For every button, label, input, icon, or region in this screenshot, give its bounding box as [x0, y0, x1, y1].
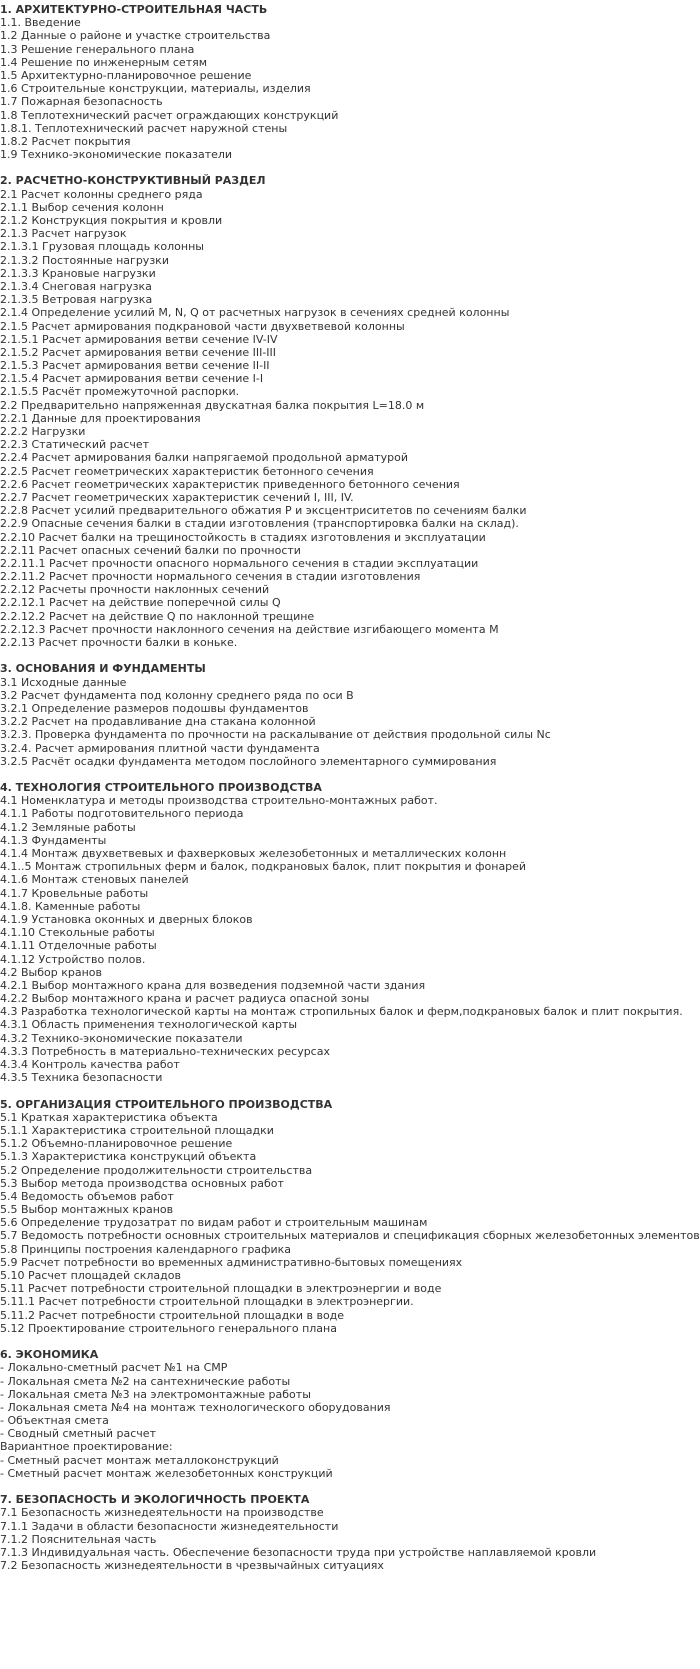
toc-section — [0, 1348, 700, 1480]
toc-item: 3.2 Расчет фундамента под колонну среднего ряда по оси В — [0, 688, 354, 702]
toc-item: 2.1.5.1 Расчет армирования ветви сечение IV-IV — [0, 332, 278, 346]
toc-item: 5.3 Выбор метода производства основных работ — [0, 1176, 284, 1190]
toc-item: 3.2.5 Расчёт осадки фундамента методом послойного элементарного суммирования — [0, 754, 497, 768]
toc-item: 4.3.2 Технико-экономические показатели — [0, 1031, 243, 1045]
toc-item: 4.1 Номенклатура и методы производства строительно-монтажных работ. — [0, 794, 438, 808]
toc-item: 2.1.5.2 Расчет армирования ветви сечение III-III — [0, 345, 277, 359]
toc-section — [0, 174, 700, 649]
toc-item: 2.2.3 Статический расчет — [0, 438, 150, 452]
toc-item: 2.2.6 Расчет геометрических характеристик приведенного бетонного сечения — [0, 477, 460, 491]
toc-item: 2.2.11.1 Расчет прочности опасного нормального сечения в стадии эксплуатации — [0, 556, 479, 570]
toc-item: 5.8 Принципы построения календарного графика — [0, 1242, 291, 1256]
toc-item: 1.2 Данные о районе и участке строительства — [0, 29, 271, 43]
toc-item: 4.1.3 Фундаменты — [0, 833, 107, 847]
toc-section — [0, 662, 700, 768]
toc-item: 2.1.3.4 Снеговая нагрузка — [0, 279, 152, 293]
toc-item: 5.4 Ведомость объемов работ — [0, 1189, 174, 1203]
toc-item: 2.2.12.3 Расчет прочности наклонного сечения на действие изгибающего момента M — [0, 622, 499, 636]
toc-item: 4.1.4 Монтаж двухветвевых и фахверковых железобетонных и металлических колонн — [0, 847, 507, 860]
toc-item: 4.3 Разработка технологической карты на монтаж стропильных балок и ферм,подкрановых балок и плит покрытия. — [0, 1005, 683, 1019]
toc-item: - Локально-сметный расчет №1 на СМР — [0, 1361, 228, 1375]
section-title: 5. ОРГАНИЗАЦИЯ СТРОИТЕЛЬНОГО ПРОИЗВОДСТВА — [0, 1097, 333, 1111]
toc-item: 2.2.10 Расчет балки на трещиностойкость в стадиях изготовления и эксплуатации — [0, 530, 486, 544]
toc-item: 1.9 Технико-экономические показатели — [0, 148, 233, 162]
toc-item: 5.9 Расчет потребности во временных административно-бытовых помещениях — [0, 1255, 463, 1269]
toc-item: 4.1.10 Стекольные работы — [0, 926, 155, 940]
toc-item: 1.4 Решение по инженерным сетям — [0, 55, 208, 69]
toc-section — [0, 3, 700, 161]
section-title: 2. РАСЧЕТНО-КОНСТРУКТИВНЫЙ РАЗДЕЛ — [0, 174, 266, 188]
toc-item: 1.1. Введение — [0, 16, 81, 30]
toc-item: 1.3 Решение генерального плана — [0, 42, 195, 56]
toc-item: 2.2.2 Нагрузки — [0, 425, 86, 438]
toc-item: 2.1.5.3 Расчет армирования ветви сечение II-II — [0, 359, 270, 373]
toc-item: 2.2.11 Расчет опасных сечений балки по прочности — [0, 543, 301, 557]
toc-item: 5.5 Выбор монтажных кранов — [0, 1203, 174, 1217]
toc-item: 2.2.9 Опасные сечения балки в стадии изготовления (транспортировка балки на склад). — [0, 517, 519, 531]
section-title: 7. БЕЗОПАСНОСТЬ И ЭКОЛОГИЧНОСТЬ ПРОЕКТА — [0, 1493, 310, 1507]
toc-item: 5.1.1 Характеристика строительной площадки — [0, 1123, 274, 1137]
toc-item: 4.1.1 Работы подготовительного периода — [0, 807, 244, 821]
toc-item: 2.1.4 Определение усилий M, N, Q от расчетных нагрузок в сечениях средней колонны — [0, 306, 510, 320]
toc-item: 2.2.5 Расчет геометрических характеристик бетонного сечения — [0, 464, 374, 478]
table-of-contents — [0, 3, 700, 1572]
toc-item: 2.1 Расчет колонны среднего ряда — [0, 187, 203, 201]
toc-item: Вариантное проектирование: — [0, 1440, 173, 1454]
toc-item: 2.2 Предварительно напряженная двускатная балка покрытия L=18.0 м — [0, 398, 425, 412]
toc-item: 4.1.8. Каменные работы — [0, 899, 141, 913]
toc-item: 4.3.4 Контроль качества работ — [0, 1058, 180, 1071]
toc-item: 3.2.2 Расчет на продавливание дна стакана колонной — [0, 715, 316, 729]
toc-item: 2.1.3 Расчет нагрузок — [0, 227, 127, 241]
toc-item: 4.2.1 Выбор монтажного крана для возведения подземной части здания — [0, 978, 426, 992]
toc-item: - Сметный расчет монтаж металлоконструкций — [0, 1453, 279, 1467]
toc-item: 1.8.1. Теплотехнический расчет наружной стены — [0, 121, 288, 135]
toc-item: 7.1.2 Пояснительная часть — [0, 1532, 157, 1546]
toc-item: 5.1.3 Характеристика конструкций объекта — [0, 1150, 257, 1164]
toc-item: 2.2.1 Данные для проектирования — [0, 411, 201, 425]
toc-item: 2.1.3.2 Постоянные нагрузки — [0, 253, 169, 267]
toc-item: 2.2.12 Расчеты прочности наклонных сечений — [0, 583, 270, 597]
toc-item: 2.1.1 Выбор сечения колонн — [0, 200, 164, 214]
toc-item: 5.1.2 Объемно-планировочное решение — [0, 1137, 233, 1151]
toc-item: 2.1.3.5 Ветровая нагрузка — [0, 293, 153, 307]
toc-item: 4.1.9 Установка оконных и дверных блоков — [0, 912, 253, 926]
toc-item: 1.5 Архитектурно-планировочное решение — [0, 68, 252, 82]
toc-item: 2.2.11.2 Расчет прочности нормального сечения в стадии изготовления — [0, 570, 421, 584]
toc-item: 5.11.1 Расчет потребности строительной площадки в электроэнергии. — [0, 1295, 414, 1309]
toc-item: 3.1 Исходные данные — [0, 675, 127, 689]
toc-item: 3.2.3. Проверка фундамента по прочности на раскалывание от действия продольной силы Nc — [0, 728, 551, 742]
toc-item: - Локальная смета №3 на электромонтажные работы — [0, 1387, 311, 1401]
toc-item: - Сметный расчет монтаж железобетонных конструкций — [0, 1466, 333, 1480]
toc-item: 4.2 Выбор кранов — [0, 965, 102, 979]
toc-item: 4.1..5 Монтаж стропильных ферм и балок, подкрановых балок, плит покрытия и фонарей — [0, 860, 527, 874]
toc-item: 2.2.12.1 Расчет на действие поперечной силы Q — [0, 596, 281, 610]
toc-item: 1.8 Теплотехнический расчет ограждающих конструкций — [0, 108, 339, 122]
toc-item: 5.11.2 Расчет потребности строительной площадки в воде — [0, 1308, 345, 1322]
toc-section — [0, 1493, 700, 1572]
toc-item: 4.3.3 Потребность в материально-технических ресурсах — [0, 1044, 330, 1058]
toc-item: 7.1 Безопасность жизнедеятельности на производстве — [0, 1506, 324, 1520]
section-title: 6. ЭКОНОМИКА — [0, 1348, 99, 1362]
toc-item: 4.1.2 Земляные работы — [0, 820, 136, 834]
toc-item: 2.1.5 Расчет армирования подкрановой части двухветвевой колонны — [0, 319, 405, 333]
toc-item: 1.8.2 Расчет покрытия — [0, 134, 131, 148]
toc-item: - Объектная смета — [0, 1414, 109, 1428]
toc-item: 4.3.5 Техника безопасности — [0, 1071, 163, 1085]
toc-item: 5.12 Проектирование строительного генерального плана — [0, 1321, 337, 1335]
section-title: 1. АРХИТЕКТУРНО-СТРОИТЕЛЬНАЯ ЧАСТЬ — [0, 3, 268, 16]
toc-item: - Локальная смета №2 на сантехнические работы — [0, 1374, 291, 1388]
toc-item: 5.7 Ведомость потребности основных строительных материалов и спецификация сборных железобетонных элементов — [0, 1229, 700, 1243]
toc-item: 2.1.2 Конструкция покрытия и кровли — [0, 214, 223, 227]
toc-item: 7.1.3 Индивидуальная часть. Обеспечение безопасности труда при устройстве наплавляемой кровли — [0, 1545, 597, 1559]
toc-item: 2.2.12.2 Расчет на действие Q по наклонной трещине — [0, 609, 315, 623]
section-title: 4. ТЕХНОЛОГИЯ СТРОИТЕЛЬНОГО ПРОИЗВОДСТВА — [0, 781, 322, 795]
toc-item: 7.2 Безопасность жизнедеятельности в чрезвычайных ситуациях — [0, 1559, 384, 1573]
toc-item: 2.2.4 Расчет армирования балки напрягаемой продольной арматурой — [0, 451, 409, 465]
toc-item: 2.1.3.3 Крановые нагрузки — [0, 266, 156, 280]
toc-item: 4.1.12 Устройство полов. — [0, 952, 146, 966]
toc-item: 4.1.11 Отделочные работы — [0, 939, 157, 953]
toc-item: 2.1.5.4 Расчет армирования ветви сечение I-I — [0, 372, 264, 386]
toc-item: 1.6 Строительные конструкции, материалы, изделия — [0, 82, 311, 96]
toc-item: 2.2.13 Расчет прочности балки в коньке. — [0, 636, 238, 649]
toc-item: 2.1.5.5 Расчёт промежуточной распорки. — [0, 385, 240, 399]
toc-section — [0, 1098, 700, 1335]
toc-item: 3.2.1 Определение размеров подошвы фундаментов — [0, 701, 309, 715]
toc-item: 5.2 Определение продолжительности строительства — [0, 1163, 313, 1177]
toc-item: - Локальная смета №4 на монтаж технологического оборудования — [0, 1400, 391, 1414]
toc-item: 2.2.8 Расчет усилий предварительного обжатия P и эксцентриситетов по сечениям балки — [0, 504, 527, 518]
toc-item: 5.10 Расчет площадей складов — [0, 1269, 181, 1282]
section-title: 3. ОСНОВАНИЯ И ФУНДАМЕНТЫ — [0, 662, 206, 676]
toc-item: 5.1 Краткая характеристика объекта — [0, 1110, 218, 1124]
toc-item: 2.1.3.1 Грузовая площадь колонны — [0, 240, 204, 254]
toc-item: - Сводный сметный расчет — [0, 1427, 156, 1441]
toc-item: 7.1.1 Задачи в области безопасности жизнедеятельности — [0, 1519, 339, 1533]
toc-item: 4.1.6 Монтаж стеновых панелей — [0, 873, 189, 887]
toc-item: 2.2.7 Расчет геометрических характеристик сечений I, III, IV. — [0, 490, 354, 504]
toc-item: 4.1.7 Кровельные работы — [0, 886, 149, 900]
toc-item: 1.7 Пожарная безопасность — [0, 95, 163, 109]
toc-item: 5.6 Определение трудозатрат по видам работ и строительным машинам — [0, 1216, 428, 1230]
toc-item: 3.2.4. Расчет армирования плитной части фундамента — [0, 741, 320, 755]
toc-item: 4.2.2 Выбор монтажного крана и расчет радиуса опасной зоны — [0, 992, 370, 1006]
toc-section — [0, 781, 700, 1084]
toc-item: 5.11 Расчет потребности строительной площадки в электроэнергии и воде — [0, 1282, 442, 1296]
toc-item: 4.3.1 Область применения технологической карты — [0, 1018, 298, 1032]
